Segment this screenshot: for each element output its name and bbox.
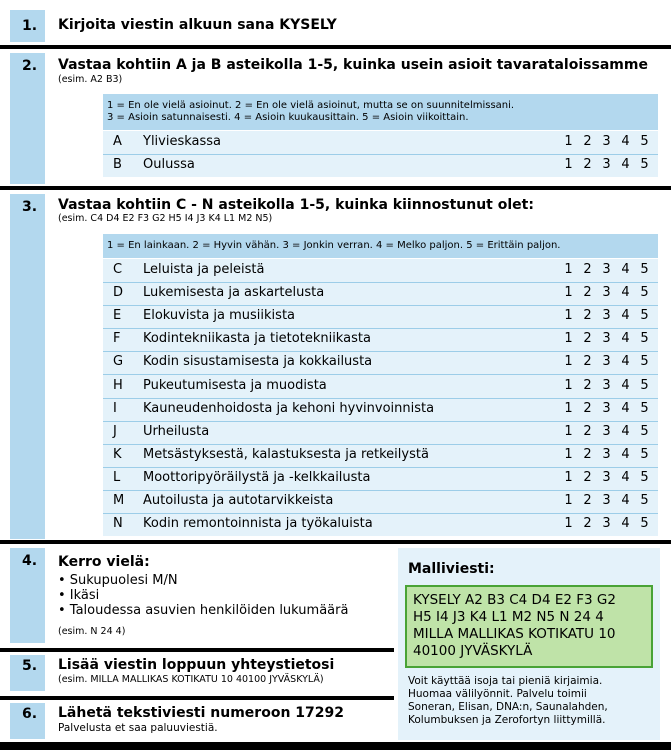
sample-note: [408, 675, 608, 727]
row-label: Pukeutumisesta ja muodista: [143, 377, 327, 393]
table-row: [103, 421, 658, 445]
step-6-title: Lähetä tekstiviesti numeroon 17292: [58, 705, 344, 721]
row-letter: E: [113, 308, 122, 324]
table-row: [103, 513, 658, 536]
row-letter: I: [113, 400, 117, 416]
step-3-title: Vastaa kohtiin C - N asteikolla 1-5, kuinka kiinnostunut olet:: [58, 197, 534, 213]
scale-value: 4: [621, 400, 630, 416]
scale-value: 5: [640, 331, 649, 347]
scale-value: 2: [583, 134, 592, 149]
table-row: [103, 154, 658, 177]
step-5-title: Lisää viestin loppuun yhteystietosi: [58, 657, 335, 673]
scale-value: 1: [564, 469, 573, 485]
scale-value: 4: [621, 157, 630, 172]
rating-scale: [559, 516, 654, 531]
step-4-number: 4.: [10, 548, 45, 643]
rating-scale: [559, 354, 654, 369]
rating-scale: [559, 331, 654, 346]
row-letter: J: [113, 423, 117, 439]
legend-line: 1 = En ole vielä asioinut. 2 = En ole vielä asioinut, mutta se on suunnitelmissani.: [107, 100, 515, 111]
scale-value: 1: [564, 493, 573, 508]
table-row: [103, 398, 658, 422]
scale-value: 2: [583, 262, 592, 277]
scale-value: 3: [602, 331, 611, 347]
row-letter: M: [113, 493, 125, 508]
sample-line: H5 I4 J3 K4 L1 M2 N5 N 24 4: [413, 609, 604, 625]
step-1-number: 1.: [10, 10, 45, 42]
scale-value: 4: [621, 285, 630, 301]
scale-value: 3: [602, 446, 611, 462]
step-2-number: 2.: [10, 53, 45, 184]
scale-value: 4: [621, 354, 630, 370]
list-item: • Taloudessa asuvien henkilöiden lukumäärä: [58, 603, 349, 618]
table-row: [103, 375, 658, 399]
note-line: Soneran, Elisan, DNA:n, Saunalahden,: [408, 701, 608, 713]
step-5-number: 5.: [10, 655, 45, 691]
scale-value: 4: [621, 493, 630, 508]
scale-value: 3: [602, 262, 611, 277]
step-3-legend: 1 = En lainkaan. 2 = Hyvin vähän. 3 = Jonkin verran. 4 = Melko paljon. 5 = Erittäin paljon.: [103, 234, 658, 258]
scale-value: 1: [564, 516, 573, 532]
scale-value: 2: [583, 331, 592, 347]
scale-value: 5: [640, 134, 649, 149]
step-6-subtitle: Palvelusta et saa paluuviestiä.: [58, 722, 218, 734]
row-letter: K: [113, 446, 122, 462]
scale-value: 1: [564, 377, 573, 393]
rating-scale: [559, 262, 654, 277]
step-3-example: (esim. C4 D4 E2 F3 G2 H5 I4 J3 K4 L1 M2 N5): [58, 213, 273, 224]
scale-value: 4: [621, 262, 630, 277]
row-label: Leluista ja peleistä: [143, 262, 265, 277]
table-row: [103, 131, 658, 155]
step-2-legend: [103, 94, 658, 130]
note-line: Voit käyttää isoja tai pieniä kirjaimia.: [408, 675, 603, 687]
legend-line: 3 = Asioin satunnaisesti. 4 = Asioin kuukausittain. 5 = Asioin viikoittain.: [107, 112, 469, 123]
scale-value: 2: [583, 423, 592, 439]
scale-value: 2: [583, 400, 592, 416]
row-letter: H: [113, 377, 123, 393]
scale-value: 5: [640, 285, 649, 301]
scale-value: 5: [640, 262, 649, 277]
scale-value: 2: [583, 377, 592, 393]
row-label: Ylivieskassa: [143, 134, 222, 149]
scale-value: 2: [583, 516, 592, 532]
scale-value: 4: [621, 446, 630, 462]
rating-scale: [559, 134, 654, 149]
scale-value: 3: [602, 308, 611, 324]
rating-scale: [559, 470, 654, 485]
list-item: • Ikäsi: [58, 588, 100, 603]
rating-scale: [559, 493, 654, 508]
divider: [0, 45, 671, 49]
scale-value: 2: [583, 446, 592, 462]
scale-value: 5: [640, 469, 649, 485]
scale-value: 3: [602, 423, 611, 439]
step-4-list: [58, 573, 348, 618]
divider: [0, 186, 671, 190]
scale-value: 3: [602, 469, 611, 485]
sample-message-box: [405, 585, 653, 668]
scale-value: 3: [602, 157, 611, 172]
scale-value: 5: [640, 493, 649, 508]
step-1-title: Kirjoita viestin alkuun sana KYSELY: [58, 17, 337, 33]
scale-value: 5: [640, 377, 649, 393]
scale-value: 5: [640, 400, 649, 416]
scale-value: 3: [602, 493, 611, 508]
scale-value: 1: [564, 157, 573, 172]
step-2-title: Vastaa kohtiin A ja B asteikolla 1-5, kuinka usein asioit tavarataloissamme: [58, 57, 648, 73]
scale-value: 5: [640, 446, 649, 462]
row-label: Kauneudenhoidosta ja kehoni hyvinvoinnista: [143, 400, 435, 416]
scale-value: 2: [583, 308, 592, 324]
sample-line: KYSELY A2 B3 C4 D4 E2 F3 G2: [413, 592, 616, 608]
scale-value: 5: [640, 157, 649, 172]
rating-scale: [559, 308, 654, 323]
rating-scale: [559, 285, 654, 300]
step-5-example: (esim. MILLA MALLIKAS KOTIKATU 10 40100 JYVÄSKYLÄ): [58, 674, 324, 685]
row-letter: D: [113, 285, 124, 301]
scale-value: 1: [564, 446, 573, 462]
scale-value: 4: [621, 134, 630, 149]
scale-value: 4: [621, 423, 630, 439]
scale-value: 1: [564, 285, 573, 301]
rating-scale: [559, 157, 654, 172]
row-label: Moottoripyöräilystä ja -kelkkailusta: [143, 469, 371, 485]
rating-scale: [559, 401, 654, 416]
row-label: Kodin remontoinnista ja työkaluista: [143, 516, 373, 532]
row-letter: G: [113, 354, 124, 370]
table-row: [103, 305, 658, 329]
scale-value: 1: [564, 134, 573, 149]
table-row: [103, 351, 658, 375]
row-label: Lukemisesta ja askartelusta: [143, 285, 325, 301]
row-label: Urheilusta: [143, 423, 210, 439]
step-4-example: (esim. N 24 4): [58, 626, 126, 637]
table-row: [103, 328, 658, 352]
scale-value: 1: [564, 400, 573, 416]
row-letter: F: [113, 331, 121, 347]
note-line: Huomaa välilyönnit. Palvelu toimii: [408, 688, 587, 700]
table-row: [103, 282, 658, 306]
row-letter: B: [113, 157, 122, 172]
scale-value: 4: [621, 308, 630, 324]
scale-value: 1: [564, 354, 573, 370]
table-row: [103, 444, 658, 468]
rating-scale: [559, 378, 654, 393]
scale-value: 3: [602, 354, 611, 370]
scale-value: 2: [583, 469, 592, 485]
table-row: [103, 467, 658, 491]
row-letter: A: [113, 134, 122, 149]
step-4-title: Kerro vielä:: [58, 554, 150, 570]
sample-line: MILLA MALLIKAS KOTIKATU 10: [413, 626, 616, 642]
step-3-table: [103, 259, 658, 536]
row-label: Metsästyksestä, kalastuksesta ja retkeilystä: [143, 446, 429, 462]
row-letter: L: [113, 469, 121, 485]
scale-value: 5: [640, 516, 649, 532]
scale-value: 1: [564, 423, 573, 439]
scale-value: 3: [602, 285, 611, 301]
scale-value: 1: [564, 331, 573, 347]
scale-value: 1: [564, 262, 573, 277]
scale-value: 3: [602, 400, 611, 416]
sample-line: 40100 JYVÄSKYLÄ: [413, 643, 533, 659]
table-row: [103, 490, 658, 514]
scale-value: 2: [583, 285, 592, 301]
scale-value: 4: [621, 469, 630, 485]
scale-value: 5: [640, 423, 649, 439]
scale-value: 3: [602, 516, 611, 532]
row-label: Autoilusta ja autotarvikkeista: [143, 493, 334, 508]
row-letter: N: [113, 516, 123, 532]
step-6-number: 6.: [10, 703, 45, 739]
list-item: • Sukupuolesi M/N: [58, 573, 178, 588]
scale-value: 4: [621, 331, 630, 347]
divider: [0, 696, 394, 700]
scale-value: 4: [621, 377, 630, 393]
scale-value: 2: [583, 493, 592, 508]
note-line: Kolumbuksen ja Zerofortyn liittymillä.: [408, 714, 606, 726]
scale-value: 3: [602, 377, 611, 393]
step-2-example: (esim. A2 B3): [58, 74, 123, 85]
row-label: Kodintekniikasta ja tietotekniikasta: [143, 331, 371, 347]
step-2-table: [103, 131, 658, 177]
scale-value: 1: [564, 308, 573, 324]
divider: [0, 540, 671, 544]
scale-value: 4: [621, 516, 630, 532]
rating-scale: [559, 447, 654, 462]
row-letter: C: [113, 262, 123, 277]
row-label: Kodin sisustamisesta ja kokkailusta: [143, 354, 373, 370]
table-row: [103, 259, 658, 283]
step-3-number: 3.: [10, 194, 45, 539]
scale-value: 5: [640, 308, 649, 324]
sample-title: Malliviesti:: [408, 561, 495, 577]
divider: [0, 648, 394, 652]
row-label: Oulussa: [143, 157, 195, 172]
scale-value: 3: [602, 134, 611, 149]
scale-value: 2: [583, 157, 592, 172]
rating-scale: [559, 424, 654, 439]
divider: [0, 742, 671, 750]
row-label: Elokuvista ja musiikista: [143, 308, 296, 324]
scale-value: 5: [640, 354, 649, 370]
scale-value: 2: [583, 354, 592, 370]
